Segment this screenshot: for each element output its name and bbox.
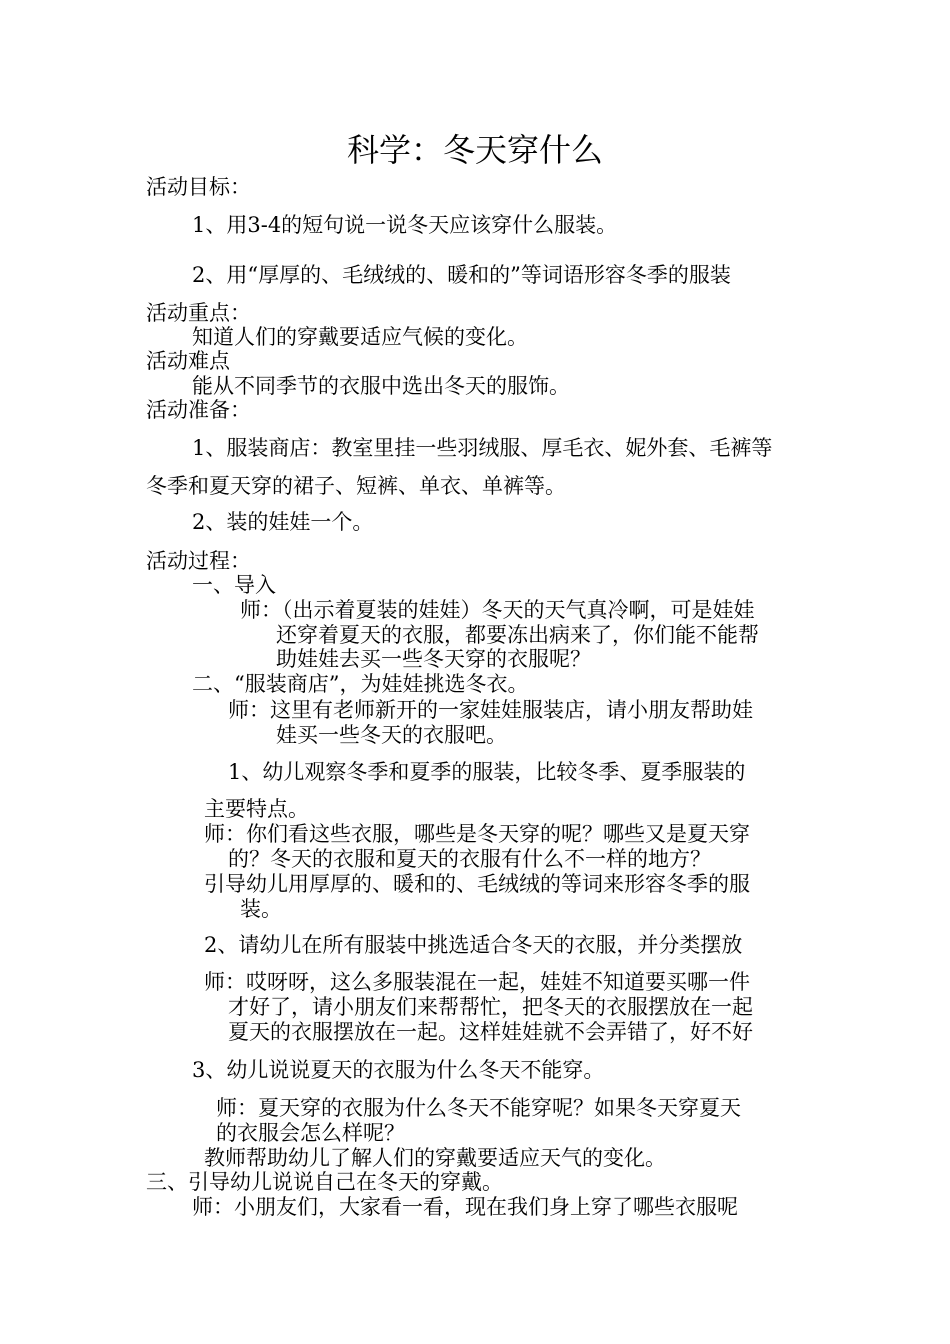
text-line: 1、服装商店：教室里挂一些羽绒服、厚毛衣、妮外套、毛裤等	[192, 436, 773, 460]
text-line: 的衣服会怎么样呢？	[216, 1121, 405, 1145]
text-line: 装。	[240, 897, 282, 921]
text-line: 2、请幼儿在所有服装中挑选适合冬天的衣服，并分类摆放	[204, 933, 743, 957]
text-line: 二、“服装商店”，为娃娃挑选冬衣。	[192, 672, 529, 696]
text-line: 助娃娃去买一些冬天穿的衣服呢？	[276, 647, 591, 671]
text-line: 活动过程：	[146, 549, 251, 573]
text-line: 活动重点：	[146, 301, 251, 325]
text-line: 夏天的衣服摆放在一起。这样娃娃就不会弄错了，好不好	[228, 1020, 753, 1044]
text-line: 一、导入	[192, 573, 276, 597]
text-line: 师：（出示着夏装的娃娃）冬天的天气真冷啊，可是娃娃	[240, 598, 755, 622]
text-line: 活动准备：	[146, 398, 251, 422]
text-line: 的？冬天的衣服和夏天的衣服有什么不一样的地方？	[228, 847, 711, 871]
text-line: 知道人们的穿戴要适应气候的变化。	[192, 325, 528, 349]
text-line: 引导幼儿用厚厚的、暖和的、毛绒绒的等词来形容冬季的服	[204, 872, 750, 896]
text-line: 还穿着夏天的衣服，都要冻出病来了，你们能不能帮	[276, 623, 759, 647]
text-line: 活动目标：	[146, 175, 251, 199]
text-line: 主要特点。	[204, 797, 309, 821]
text-line: 娃买一些冬天的衣服吧。	[276, 723, 507, 747]
text-line: 师：这里有老师新开的一家娃娃服装店，请小朋友帮助娃	[228, 698, 753, 722]
text-line: 3、幼儿说说夏天的衣服为什么冬天不能穿。	[192, 1058, 605, 1082]
text-line: 师：夏天穿的衣服为什么冬天不能穿呢？如果冬天穿夏天	[216, 1096, 741, 1120]
text-line: 师：哎呀呀，这么多服装混在一起，娃娃不知道要买哪一件	[204, 970, 750, 994]
text-line: 活动难点	[146, 349, 230, 373]
text-line: 师：你们看这些衣服，哪些是冬天穿的呢？哪些又是夏天穿	[204, 822, 750, 846]
document-title: 科学：冬天穿什么	[346, 131, 603, 169]
text-line: 教师帮助幼儿了解人们的穿戴要适应天气的变化。	[204, 1146, 666, 1170]
text-line: 1、幼儿观察冬季和夏季的服装，比较冬季、夏季服装的	[228, 760, 746, 784]
text-line: 才好了，请小朋友们来帮帮忙，把冬天的衣服摆放在一起	[228, 995, 753, 1019]
text-line: 冬季和夏天穿的裙子、短裤、单衣、单裤等。	[146, 474, 566, 498]
text-line: 师：小朋友们，大家看一看，现在我们身上穿了哪些衣服呢	[192, 1195, 738, 1219]
text-line: 2、用“厚厚的、毛绒绒的、暖和的”等词语形容冬季的服装	[192, 263, 731, 287]
text-line: 能从不同季节的衣服中选出冬天的服饰。	[192, 374, 570, 398]
text-line: 2、装的娃娃一个。	[192, 510, 374, 534]
text-line: 1、用3-4的短句说一说冬天应该穿什么服装。	[192, 213, 618, 237]
text-line: 三、引导幼儿说说自己在冬天的穿戴。	[146, 1170, 503, 1194]
